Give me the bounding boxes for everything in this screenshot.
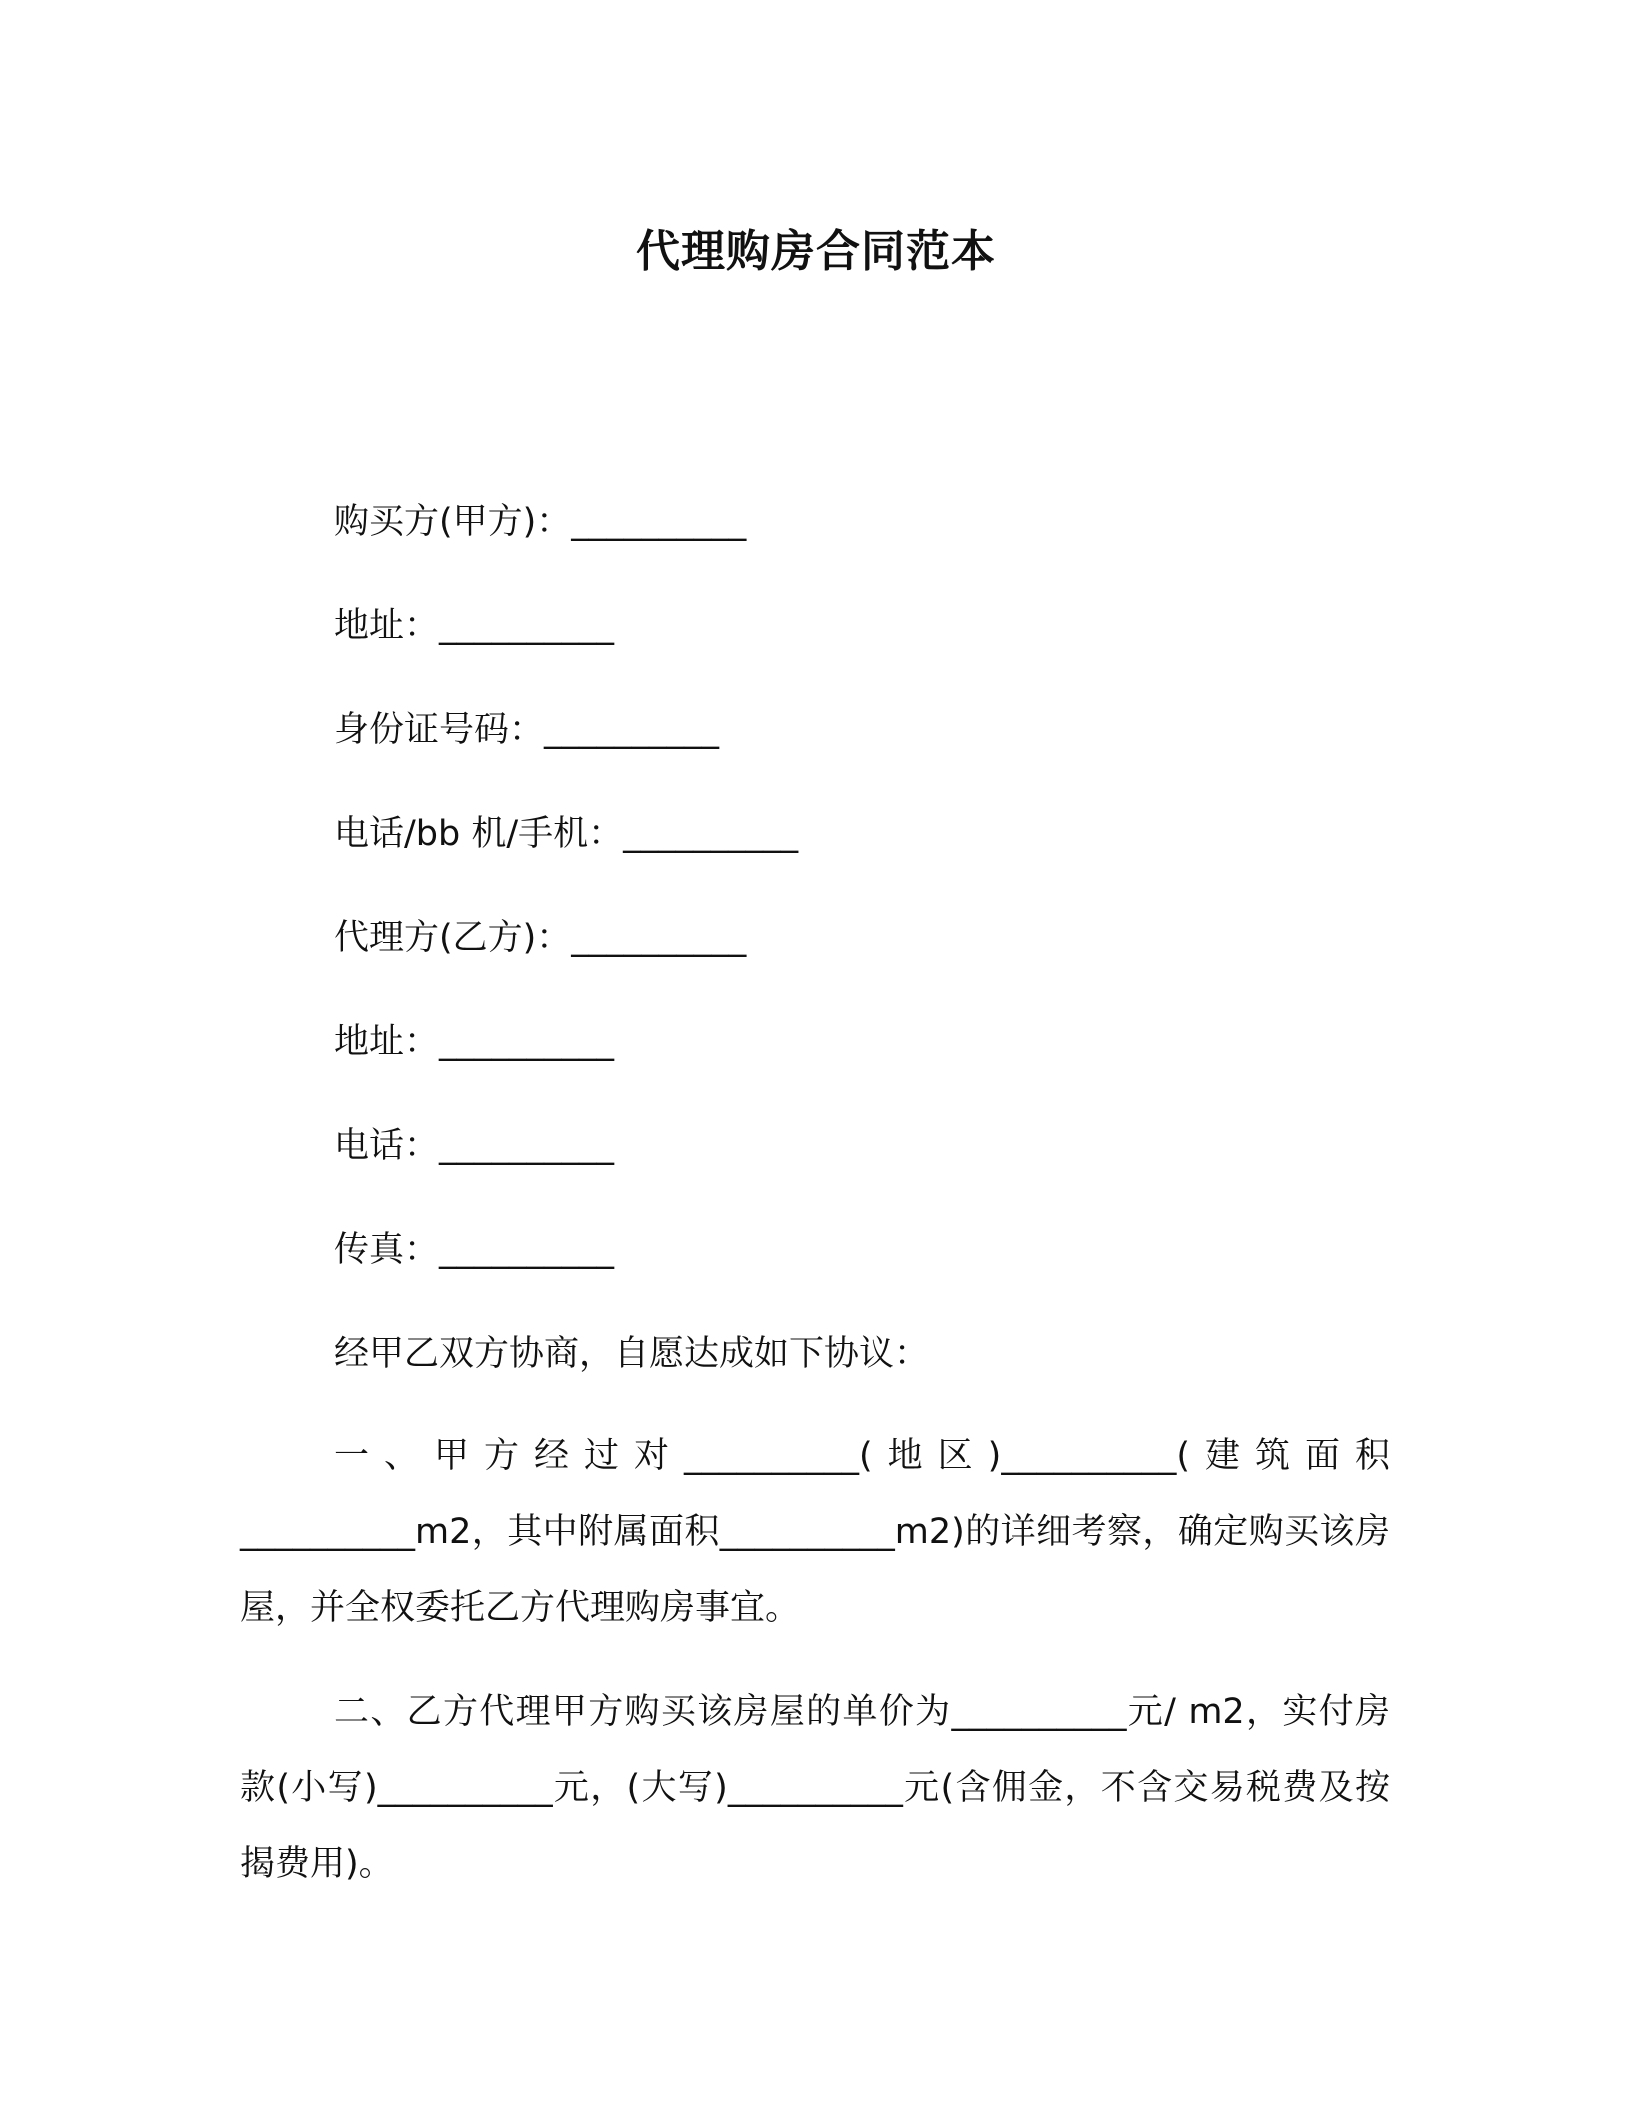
buyer-address-field: 地址：__________ [334, 606, 615, 646]
buyer-name-field: 购买方(甲方)：__________ [334, 502, 747, 542]
agent-phone-field: 电话：__________ [334, 1126, 615, 1166]
agent-fax-field: 传真：__________ [334, 1230, 615, 1270]
agreement-intro: 经甲乙双方协商，自愿达成如下协议： [334, 1334, 930, 1374]
agent-name-field: 代理方(乙方)：__________ [334, 918, 747, 958]
clause-one: 一、甲方经过对__________(地区)__________(建筑面积__________m2，其中附属面积__________m2)的详细考察，确定购买该房屋，并全权委托乙方代理购房事宜。 [240, 1436, 1390, 1628]
agent-address-field: 地址：__________ [334, 1022, 615, 1062]
buyer-phone-field: 电话/bb 机/手机：__________ [334, 814, 799, 854]
clause-two: 二、乙方代理甲方购买该房屋的单价为__________元/ m2，实付房款(小写)__________元，(大写)__________元(含佣金，不含交易税费及按揭费用)。 [240, 1692, 1390, 1884]
buyer-id-number-field: 身份证号码：__________ [334, 710, 720, 750]
document-title: 代理购房合同范本 [636, 226, 996, 277]
